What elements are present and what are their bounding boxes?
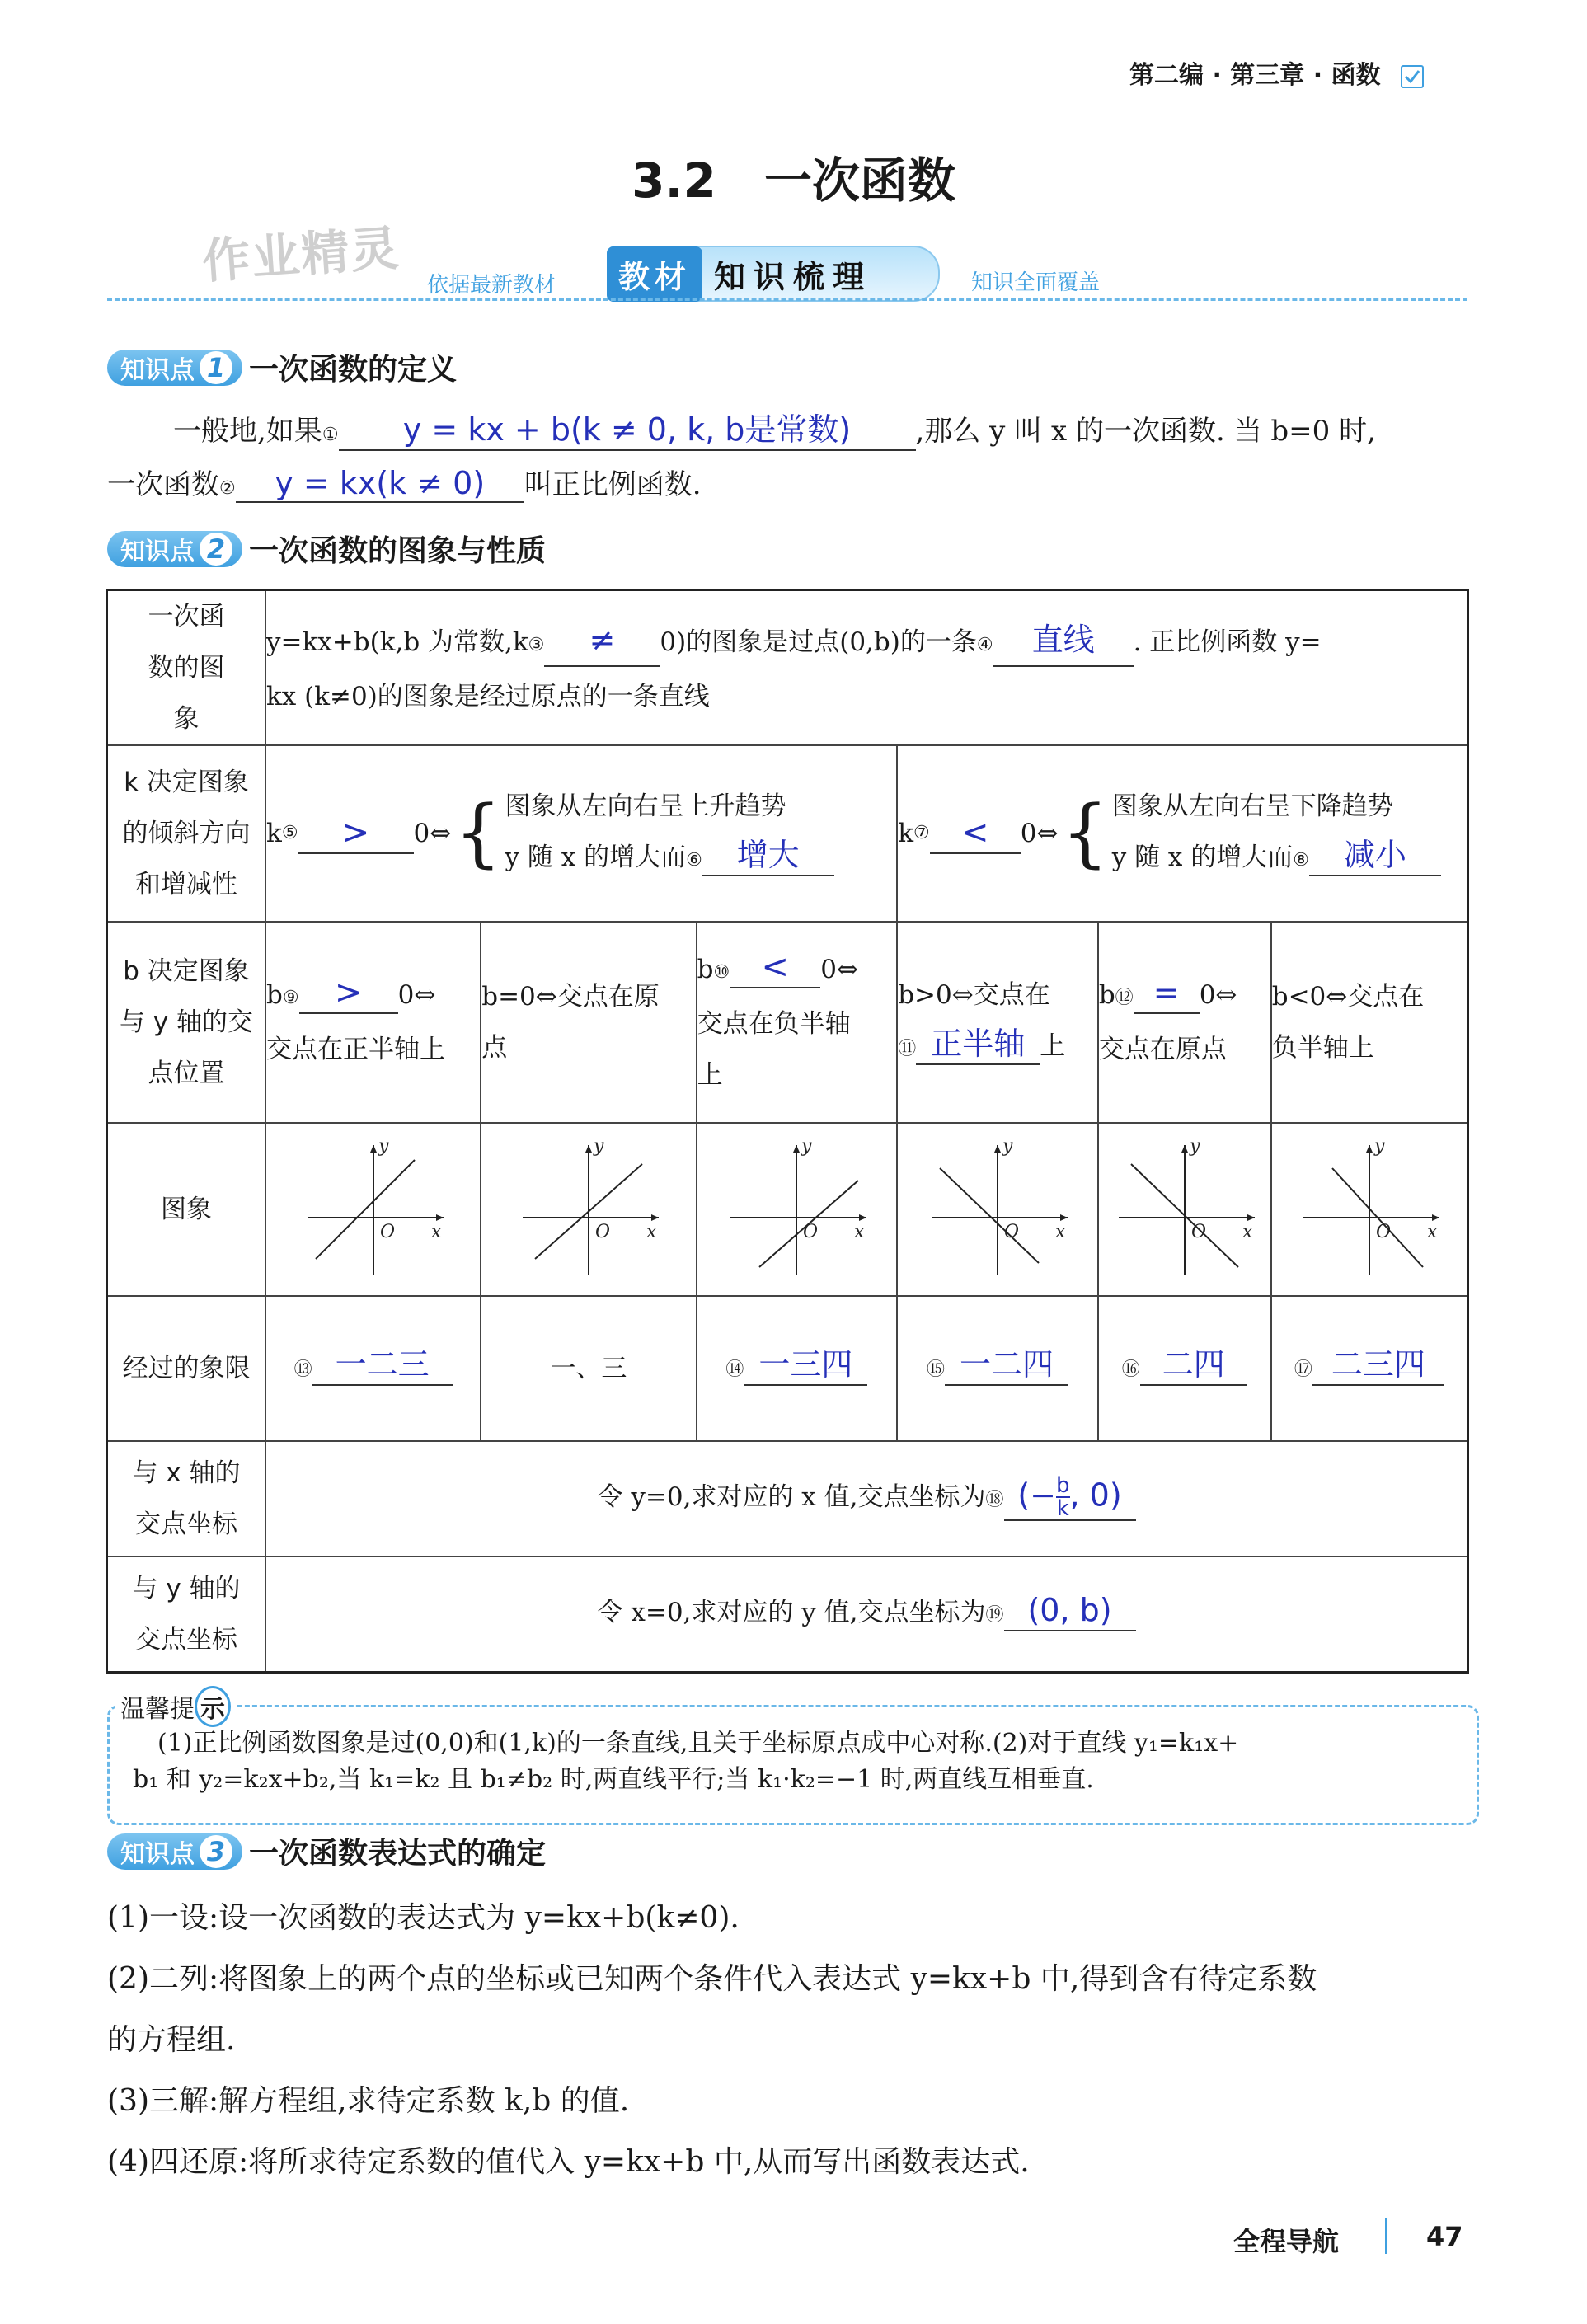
x-axis-label: x xyxy=(1242,1222,1253,1242)
function-line xyxy=(316,1160,415,1259)
origin-label: O xyxy=(379,1222,395,1242)
graph-4 xyxy=(897,1123,1098,1296)
answer-14: 一三四 xyxy=(744,1345,867,1386)
answer-10: < xyxy=(730,947,820,988)
x-axis-arrow xyxy=(859,1214,866,1221)
kp1-line2: 一次函数② y = kx(k ≠ 0) 叫正比例函数. xyxy=(107,465,702,501)
answer-5: > xyxy=(298,813,414,854)
answer-15: 一二四 xyxy=(945,1345,1068,1386)
y-axis-label: y xyxy=(801,1136,812,1157)
table-row: 一次函数的图象 y=kx+b(k,b 为常数,k③ ≠ 0)的图象是过点(0,b)的一条④ 直线 . 正比例函数 y= kx (k≠0)的图象是经过原点的一条直线 xyxy=(107,590,1468,746)
answer-2: y = kx(k ≠ 0) xyxy=(236,465,524,503)
answer-9: > xyxy=(299,973,398,1014)
graph-3 xyxy=(697,1123,898,1296)
step-2-cont: 的方程组. xyxy=(107,2023,236,2057)
step-4: (4)四还原:将所求待定系数的值代入 y=kx+b 中,从而写出函数表达式. xyxy=(107,2145,1030,2179)
graph-5 xyxy=(1098,1123,1271,1296)
y-axis-arrow xyxy=(370,1145,377,1153)
x-axis-label: x xyxy=(1426,1222,1438,1242)
tip-box: (1)正比例函数图象是过(0,0)和(1,k)的一条直线,且关于坐标原点成中心对称.(2)对于直线 y₁=k₁x+ b₁ 和 y₂=k₂x+b₂,当 k₁=k₂ 且 b₁≠b₂ 时,两直线平行;当 k₁·k₂=−1 时,两直线互相垂直. xyxy=(107,1705,1479,1825)
kp1-line1: 一般地,如果① y = kx + b(k ≠ 0, k, b是常数) ,那么 y 叫 x 的一次函数. 当 b=0 时, xyxy=(173,404,1376,451)
step-3: (3)三解:解方程组,求待定系数 k,b 的值. xyxy=(107,2084,630,2118)
banner-tag: 教材 知识梳理 xyxy=(607,246,940,302)
graph-6 xyxy=(1271,1123,1468,1296)
x-axis-label: x xyxy=(1055,1222,1066,1242)
origin-label: O xyxy=(1004,1222,1020,1242)
kp3-heading: 知识点 3 一次函数表达式的确定 xyxy=(107,1830,546,1872)
answer-1: y = kx + b(k ≠ 0, k, b是常数) xyxy=(339,404,916,451)
answer-7: < xyxy=(930,813,1021,854)
step-2: (2)二列:将图象上的两个点的坐标或已知两个条件代入表达式 y=kx+b 中,得到含有待定系数 xyxy=(107,1962,1317,1996)
answer-16: 二四 xyxy=(1140,1345,1247,1386)
answer-11: 正半轴 xyxy=(916,1024,1040,1065)
y-axis-label: y xyxy=(378,1136,389,1157)
table-row: 经过的象限 ⑬ 一二三 一、三 ⑭ 一三四 ⑮ 一二四 ⑯ 二四 ⑰ 二三四 xyxy=(107,1296,1468,1441)
y-axis-label: y xyxy=(1189,1136,1200,1157)
y-axis-label: y xyxy=(1002,1136,1013,1157)
y-axis-arrow xyxy=(585,1145,592,1153)
x-axis-arrow xyxy=(1060,1214,1068,1221)
origin-label: O xyxy=(594,1222,610,1242)
y-axis-arrow xyxy=(994,1145,1001,1153)
answer-18: (− $\frac{b}{k}$ , 0) xyxy=(1004,1475,1136,1521)
x-axis-label: x xyxy=(430,1222,442,1242)
kp3-steps xyxy=(107,1888,1317,2193)
answer-4: 直线 xyxy=(993,614,1134,667)
origin-label: O xyxy=(803,1222,819,1242)
origin-label: O xyxy=(1190,1222,1206,1242)
y-axis-arrow xyxy=(1181,1145,1188,1153)
table-row: b 决定图象与 y 轴的交点位置 b⑨ > 0⇔ 交点在正半轴上 b=0⇔交点在原点 b⑩ < 0⇔ 交点在负半轴上 b>0⇔交点在 ⑪ 正半轴 上 b⑫ = 0⇔ 交点在原点 b<0⇔交点在负半轴上 xyxy=(107,922,1468,1123)
kp1-heading: 知识点 1 一次函数的定义 xyxy=(107,346,457,388)
x-axis-label: x xyxy=(646,1222,657,1242)
properties-table xyxy=(106,589,1469,1674)
function-line xyxy=(940,1168,1039,1263)
footer-brand: 全程导航 xyxy=(1233,2226,1340,2257)
y-axis-label: y xyxy=(1373,1136,1385,1157)
watermark: 作业精灵 xyxy=(200,219,402,290)
graph-1 xyxy=(265,1123,481,1296)
banner-right-text: 知识全面覆盖 xyxy=(971,270,1101,295)
page-number: 47 xyxy=(1426,2221,1463,2252)
y-axis-label: y xyxy=(593,1136,604,1157)
page-title: 3.2 一次函数 xyxy=(632,153,955,209)
x-axis-arrow xyxy=(436,1214,444,1221)
x-axis-arrow xyxy=(651,1214,659,1221)
table-row: 与 x 轴的交点坐标 令 y=0,求对应的 x 值,交点坐标为⑱ (− $\frac{b}{k}$ , 0) xyxy=(107,1441,1468,1556)
answer-8: 减小 xyxy=(1309,835,1441,876)
tip-title: 温馨提 示 xyxy=(115,1686,236,1727)
y-axis-arrow xyxy=(793,1145,800,1153)
table-row: 图象 y x O y x O y x O y x O y x O y x O xyxy=(107,1123,1468,1296)
check-icon xyxy=(1401,65,1424,88)
footer-divider xyxy=(1385,2218,1387,2254)
answer-12: = xyxy=(1134,973,1200,1014)
answer-6: 增大 xyxy=(702,835,834,876)
kp2-heading: 知识点 2 一次函数的图象与性质 xyxy=(107,528,546,570)
origin-label: O xyxy=(1375,1222,1391,1242)
table-row: k 决定图象的倾斜方向和增减性 k ⑤ > 0⇔ { 图象从左向右呈上升趋势 y 随 x 的增大而⑥ 增大 k ⑦ < 0⇔ { 图象从左向右呈下降趋势 y 随 x 的增大而⑧ 减小 xyxy=(107,745,1468,922)
y-axis-arrow xyxy=(1366,1145,1373,1153)
step-1: (1)一设:设一次函数的表达式为 y=kx+b(k≠0). xyxy=(107,1901,740,1935)
answer-19: (0, b) xyxy=(1004,1590,1136,1631)
table-row: 与 y 轴的交点坐标 令 x=0,求对应的 y 值,交点坐标为⑲ (0, b) xyxy=(107,1556,1468,1672)
answer-17: 二三四 xyxy=(1312,1345,1444,1386)
answer-3: ≠ xyxy=(544,614,660,667)
x-axis-arrow xyxy=(1432,1214,1439,1221)
x-axis-label: x xyxy=(854,1222,865,1242)
breadcrumb: 第二编 · 第三章 · 函数 xyxy=(1129,54,1424,91)
answer-13: 一二三 xyxy=(312,1345,453,1386)
x-axis-arrow xyxy=(1247,1214,1255,1221)
banner-left-text: 依据最新教材 xyxy=(427,273,556,298)
graph-2 xyxy=(481,1123,696,1296)
banner-divider xyxy=(107,298,1467,301)
